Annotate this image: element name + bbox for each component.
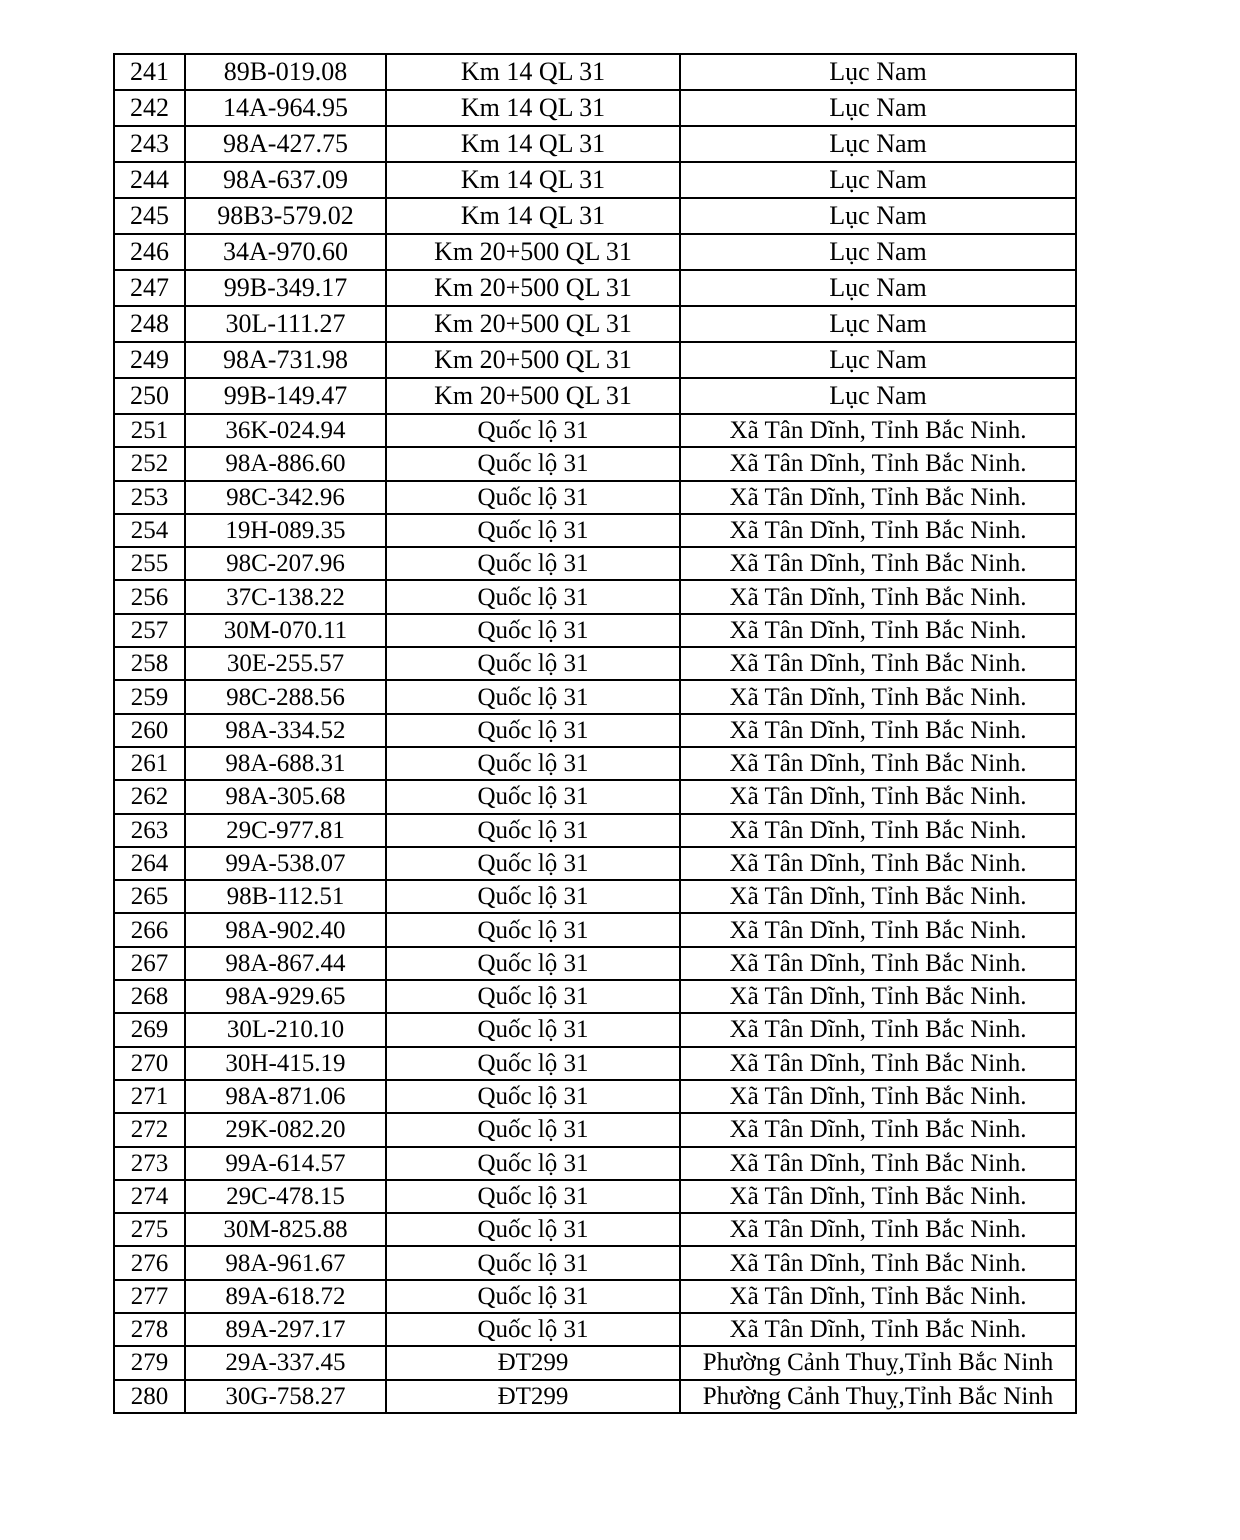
plate-number-cell: 98C-288.56: [185, 680, 386, 713]
row-number-cell: 248: [114, 306, 185, 342]
location-cell: Quốc lộ 31: [386, 580, 680, 613]
location-cell: Quốc lộ 31: [386, 1080, 680, 1113]
area-cell: Lục Nam: [680, 378, 1076, 414]
row-number-cell: 255: [114, 547, 185, 580]
plate-number-cell: 98A-886.60: [185, 447, 386, 480]
table-row: [114, 1080, 1076, 1113]
row-number-cell: 251: [114, 414, 185, 447]
row-number-cell: 270: [114, 1047, 185, 1080]
location-cell: Quốc lộ 31: [386, 447, 680, 480]
row-number-cell: 258: [114, 647, 185, 680]
plate-number-cell: 99B-149.47: [185, 378, 386, 414]
location-cell: Quốc lộ 31: [386, 1113, 680, 1146]
table-row: [114, 1346, 1076, 1379]
table-row: [114, 162, 1076, 198]
plate-number-cell: 19H-089.35: [185, 514, 386, 547]
area-cell: Xã Tân Dĩnh, Tỉnh Bắc Ninh.: [680, 1213, 1076, 1246]
table-row: [114, 378, 1076, 414]
plate-number-cell: 14A-964.95: [185, 90, 386, 126]
table-row: [114, 880, 1076, 913]
row-number-cell: 252: [114, 447, 185, 480]
area-cell: Phường Cảnh Thuỵ,Tỉnh Bắc Ninh: [680, 1346, 1076, 1379]
location-cell: Quốc lộ 31: [386, 847, 680, 880]
location-cell: Km 20+500 QL 31: [386, 270, 680, 306]
plate-number-cell: 98C-342.96: [185, 481, 386, 514]
location-cell: Quốc lộ 31: [386, 1280, 680, 1313]
plate-number-cell: 98A-305.68: [185, 780, 386, 813]
location-cell: ĐT299: [386, 1380, 680, 1413]
area-cell: Xã Tân Dĩnh, Tỉnh Bắc Ninh.: [680, 980, 1076, 1013]
area-cell: Xã Tân Dĩnh, Tỉnh Bắc Ninh.: [680, 614, 1076, 647]
plate-number-cell: 30H-415.19: [185, 1047, 386, 1080]
location-cell: Km 20+500 QL 31: [386, 378, 680, 414]
table-body: [114, 54, 1076, 1413]
area-cell: Lục Nam: [680, 342, 1076, 378]
table-row: [114, 481, 1076, 514]
row-number-cell: 247: [114, 270, 185, 306]
area-cell: Xã Tân Dĩnh, Tỉnh Bắc Ninh.: [680, 913, 1076, 946]
location-cell: Km 14 QL 31: [386, 162, 680, 198]
table-row: [114, 647, 1076, 680]
plate-number-cell: 98A-731.98: [185, 342, 386, 378]
table-row: [114, 1380, 1076, 1413]
plate-number-cell: 98B-112.51: [185, 880, 386, 913]
location-cell: Km 14 QL 31: [386, 54, 680, 90]
location-cell: Quốc lộ 31: [386, 980, 680, 1013]
area-cell: Xã Tân Dĩnh, Tỉnh Bắc Ninh.: [680, 747, 1076, 780]
row-number-cell: 276: [114, 1246, 185, 1279]
area-cell: Lục Nam: [680, 54, 1076, 90]
table-row: [114, 126, 1076, 162]
row-number-cell: 245: [114, 198, 185, 234]
area-cell: Xã Tân Dĩnh, Tỉnh Bắc Ninh.: [680, 1180, 1076, 1213]
location-cell: ĐT299: [386, 1346, 680, 1379]
row-number-cell: 265: [114, 880, 185, 913]
area-cell: Xã Tân Dĩnh, Tỉnh Bắc Ninh.: [680, 647, 1076, 680]
location-cell: Quốc lộ 31: [386, 1047, 680, 1080]
row-number-cell: 277: [114, 1280, 185, 1313]
location-cell: Quốc lộ 31: [386, 913, 680, 946]
location-cell: Km 14 QL 31: [386, 90, 680, 126]
area-cell: Lục Nam: [680, 126, 1076, 162]
area-cell: Lục Nam: [680, 198, 1076, 234]
table-row: [114, 547, 1076, 580]
plate-number-cell: 30M-825.88: [185, 1213, 386, 1246]
location-cell: Quốc lộ 31: [386, 614, 680, 647]
table-row: [114, 780, 1076, 813]
row-number-cell: 257: [114, 614, 185, 647]
row-number-cell: 269: [114, 1013, 185, 1046]
area-cell: Xã Tân Dĩnh, Tỉnh Bắc Ninh.: [680, 1013, 1076, 1046]
plate-number-cell: 98C-207.96: [185, 547, 386, 580]
area-cell: Xã Tân Dĩnh, Tỉnh Bắc Ninh.: [680, 481, 1076, 514]
location-cell: Km 20+500 QL 31: [386, 342, 680, 378]
area-cell: Xã Tân Dĩnh, Tỉnh Bắc Ninh.: [680, 1080, 1076, 1113]
plate-number-cell: 98A-688.31: [185, 747, 386, 780]
table-row: [114, 306, 1076, 342]
location-cell: Quốc lộ 31: [386, 947, 680, 980]
table-row: [114, 1213, 1076, 1246]
table-row: [114, 1313, 1076, 1346]
location-cell: Km 20+500 QL 31: [386, 306, 680, 342]
plate-number-cell: 99A-538.07: [185, 847, 386, 880]
plate-number-cell: 98A-334.52: [185, 714, 386, 747]
row-number-cell: 254: [114, 514, 185, 547]
area-cell: Xã Tân Dĩnh, Tỉnh Bắc Ninh.: [680, 1113, 1076, 1146]
location-cell: Quốc lộ 31: [386, 514, 680, 547]
location-cell: Quốc lộ 31: [386, 1180, 680, 1213]
plate-number-cell: 29C-977.81: [185, 814, 386, 847]
area-cell: Lục Nam: [680, 270, 1076, 306]
location-cell: Quốc lộ 31: [386, 880, 680, 913]
table-row: [114, 913, 1076, 946]
area-cell: Xã Tân Dĩnh, Tỉnh Bắc Ninh.: [680, 580, 1076, 613]
table-row: [114, 1113, 1076, 1146]
table-row: [114, 447, 1076, 480]
plate-number-cell: 98A-961.67: [185, 1246, 386, 1279]
plate-number-cell: 98A-427.75: [185, 126, 386, 162]
location-cell: Quốc lộ 31: [386, 814, 680, 847]
table-row: [114, 747, 1076, 780]
area-cell: Xã Tân Dĩnh, Tỉnh Bắc Ninh.: [680, 1313, 1076, 1346]
table-row: [114, 90, 1076, 126]
row-number-cell: 274: [114, 1180, 185, 1213]
row-number-cell: 275: [114, 1213, 185, 1246]
table-row: [114, 1246, 1076, 1279]
plate-number-cell: 30E-255.57: [185, 647, 386, 680]
plate-number-cell: 89A-297.17: [185, 1313, 386, 1346]
area-cell: Xã Tân Dĩnh, Tỉnh Bắc Ninh.: [680, 547, 1076, 580]
row-number-cell: 244: [114, 162, 185, 198]
table-row: [114, 1280, 1076, 1313]
area-cell: Xã Tân Dĩnh, Tỉnh Bắc Ninh.: [680, 1280, 1076, 1313]
plate-number-cell: 36K-024.94: [185, 414, 386, 447]
area-cell: Xã Tân Dĩnh, Tỉnh Bắc Ninh.: [680, 680, 1076, 713]
table-row: [114, 414, 1076, 447]
plate-number-cell: 98A-637.09: [185, 162, 386, 198]
row-number-cell: 243: [114, 126, 185, 162]
area-cell: Xã Tân Dĩnh, Tỉnh Bắc Ninh.: [680, 714, 1076, 747]
plate-number-cell: 30M-070.11: [185, 614, 386, 647]
table-row: [114, 680, 1076, 713]
location-cell: Quốc lộ 31: [386, 1313, 680, 1346]
row-number-cell: 266: [114, 913, 185, 946]
area-cell: Lục Nam: [680, 90, 1076, 126]
location-cell: Km 20+500 QL 31: [386, 234, 680, 270]
table-row: [114, 514, 1076, 547]
row-number-cell: 264: [114, 847, 185, 880]
area-cell: Xã Tân Dĩnh, Tỉnh Bắc Ninh.: [680, 1246, 1076, 1279]
plate-number-cell: 98A-871.06: [185, 1080, 386, 1113]
location-cell: Quốc lộ 31: [386, 714, 680, 747]
table-row: [114, 198, 1076, 234]
table-row: [114, 847, 1076, 880]
area-cell: Xã Tân Dĩnh, Tỉnh Bắc Ninh.: [680, 514, 1076, 547]
row-number-cell: 256: [114, 580, 185, 613]
location-cell: Quốc lộ 31: [386, 1213, 680, 1246]
plate-number-cell: 98A-902.40: [185, 913, 386, 946]
table-row: [114, 714, 1076, 747]
area-cell: Xã Tân Dĩnh, Tỉnh Bắc Ninh.: [680, 847, 1076, 880]
area-cell: Xã Tân Dĩnh, Tỉnh Bắc Ninh.: [680, 414, 1076, 447]
table-row: [114, 54, 1076, 90]
row-number-cell: 263: [114, 814, 185, 847]
row-number-cell: 272: [114, 1113, 185, 1146]
area-cell: Xã Tân Dĩnh, Tỉnh Bắc Ninh.: [680, 780, 1076, 813]
plate-number-cell: 99A-614.57: [185, 1147, 386, 1180]
row-number-cell: 250: [114, 378, 185, 414]
area-cell: Xã Tân Dĩnh, Tỉnh Bắc Ninh.: [680, 1047, 1076, 1080]
table-row: [114, 1147, 1076, 1180]
plate-number-cell: 29A-337.45: [185, 1346, 386, 1379]
location-cell: Quốc lộ 31: [386, 747, 680, 780]
row-number-cell: 280: [114, 1380, 185, 1413]
location-cell: Quốc lộ 31: [386, 1246, 680, 1279]
plate-number-cell: 98B3-579.02: [185, 198, 386, 234]
row-number-cell: 249: [114, 342, 185, 378]
row-number-cell: 242: [114, 90, 185, 126]
location-cell: Km 14 QL 31: [386, 126, 680, 162]
plate-number-cell: 89A-618.72: [185, 1280, 386, 1313]
table-row: [114, 1047, 1076, 1080]
table-row: [114, 234, 1076, 270]
area-cell: Xã Tân Dĩnh, Tỉnh Bắc Ninh.: [680, 447, 1076, 480]
plate-number-cell: 34A-970.60: [185, 234, 386, 270]
row-number-cell: 241: [114, 54, 185, 90]
location-cell: Quốc lộ 31: [386, 680, 680, 713]
violation-table: [113, 53, 1077, 1414]
location-cell: Quốc lộ 31: [386, 414, 680, 447]
row-number-cell: 271: [114, 1080, 185, 1113]
plate-number-cell: 99B-349.17: [185, 270, 386, 306]
row-number-cell: 267: [114, 947, 185, 980]
plate-number-cell: 30G-758.27: [185, 1380, 386, 1413]
row-number-cell: 268: [114, 980, 185, 1013]
area-cell: Xã Tân Dĩnh, Tỉnh Bắc Ninh.: [680, 1147, 1076, 1180]
table-row: [114, 1013, 1076, 1046]
area-cell: Phường Cảnh Thuỵ,Tỉnh Bắc Ninh: [680, 1380, 1076, 1413]
row-number-cell: 279: [114, 1346, 185, 1379]
row-number-cell: 262: [114, 780, 185, 813]
plate-number-cell: 30L-210.10: [185, 1013, 386, 1046]
table-row: [114, 580, 1076, 613]
table-row: [114, 814, 1076, 847]
table-row: [114, 947, 1076, 980]
location-cell: Quốc lộ 31: [386, 1013, 680, 1046]
plate-number-cell: 30L-111.27: [185, 306, 386, 342]
plate-number-cell: 89B-019.08: [185, 54, 386, 90]
location-cell: Km 14 QL 31: [386, 198, 680, 234]
row-number-cell: 278: [114, 1313, 185, 1346]
plate-number-cell: 29K-082.20: [185, 1113, 386, 1146]
row-number-cell: 259: [114, 680, 185, 713]
table-row: [114, 1180, 1076, 1213]
area-cell: Lục Nam: [680, 306, 1076, 342]
plate-number-cell: 37C-138.22: [185, 580, 386, 613]
location-cell: Quốc lộ 31: [386, 1147, 680, 1180]
table-row: [114, 614, 1076, 647]
area-cell: Xã Tân Dĩnh, Tỉnh Bắc Ninh.: [680, 947, 1076, 980]
area-cell: Xã Tân Dĩnh, Tỉnh Bắc Ninh.: [680, 880, 1076, 913]
location-cell: Quốc lộ 31: [386, 647, 680, 680]
location-cell: Quốc lộ 31: [386, 481, 680, 514]
row-number-cell: 253: [114, 481, 185, 514]
area-cell: Lục Nam: [680, 162, 1076, 198]
plate-number-cell: 98A-867.44: [185, 947, 386, 980]
plate-number-cell: 98A-929.65: [185, 980, 386, 1013]
table-row: [114, 270, 1076, 306]
area-cell: Xã Tân Dĩnh, Tỉnh Bắc Ninh.: [680, 814, 1076, 847]
row-number-cell: 246: [114, 234, 185, 270]
plate-number-cell: 29C-478.15: [185, 1180, 386, 1213]
location-cell: Quốc lộ 31: [386, 780, 680, 813]
table-row: [114, 342, 1076, 378]
table-row: [114, 980, 1076, 1013]
location-cell: Quốc lộ 31: [386, 547, 680, 580]
row-number-cell: 260: [114, 714, 185, 747]
area-cell: Lục Nam: [680, 234, 1076, 270]
row-number-cell: 273: [114, 1147, 185, 1180]
row-number-cell: 261: [114, 747, 185, 780]
